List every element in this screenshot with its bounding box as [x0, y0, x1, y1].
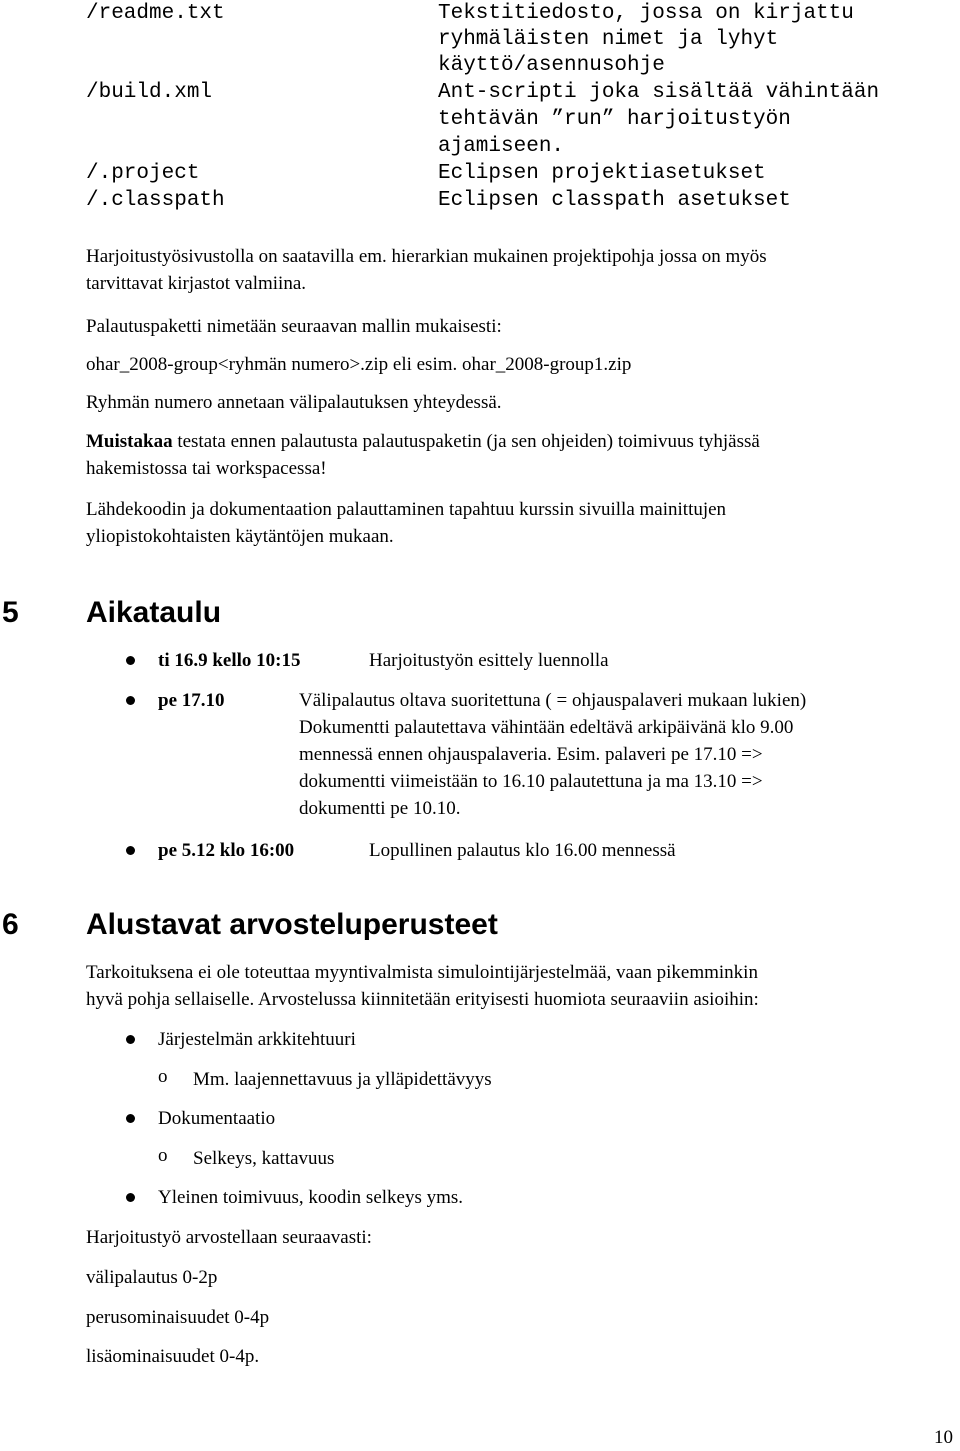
file-desc: Ant-scripti joka sisältää vähintään [438, 81, 880, 104]
paragraph [86, 428, 760, 455]
schedule-desc: dokumentti viimeistään to 16.10 palautettuna ja ma 13.10 => [299, 771, 763, 792]
paragraph: Ryhmän numero annetaan välipalautuksen yhteydessä. [86, 392, 502, 413]
file-desc: tehtävän ”run” harjoitustyön [438, 108, 791, 131]
grading-item: välipalautus 0-2p [86, 1267, 218, 1288]
emphasis: Muistakaa [86, 431, 173, 452]
bullet-icon [126, 1114, 135, 1123]
section-title: Alustavat arvosteluperusteet [86, 908, 498, 941]
grading-item: perusominaisuudet 0-4p [86, 1307, 270, 1328]
schedule-desc: Harjoitustyön esittely luennolla [369, 650, 609, 671]
paragraph: ohar_2008-group<ryhmän numero>.zip eli esim. ohar_2008-group1.zip [86, 354, 632, 375]
schedule-desc: mennessä ennen ohjauspalaveria. Esim. palaveri pe 17.10 => [299, 744, 763, 765]
section-number: 5 [2, 596, 19, 629]
file-name: /.project [86, 162, 200, 185]
criteria-item: Järjestelmän arkkitehtuuri [158, 1029, 356, 1050]
grading-item: lisäominaisuudet 0-4p. [86, 1346, 260, 1367]
file-desc: Eclipsen classpath asetukset [438, 189, 791, 212]
criteria-subitem: Mm. laajennettavuus ja ylläpidettävyys [193, 1069, 492, 1090]
bullet-icon [126, 846, 135, 855]
paragraph: yliopistokohtaisten käytäntöjen mukaan. [86, 526, 394, 547]
schedule-desc: Välipalautus oltava suoritettuna ( = ohjauspalaveri mukaan lukien) [299, 690, 807, 711]
bullet-icon [126, 696, 135, 705]
file-desc: Eclipsen projektiasetukset [438, 162, 766, 185]
paragraph: Palautuspaketti nimetään seuraavan mallin mukaisesti: [86, 316, 502, 337]
paragraph: Lähdekoodin ja dokumentaation palauttaminen tapahtuu kurssin sivuilla mainittujen [86, 499, 727, 520]
file-desc: käyttö/asennusohje [438, 54, 665, 77]
criteria-subitem: Selkeys, kattavuus [193, 1148, 335, 1169]
paragraph-text: testata ennen palautusta palautuspaketin (ja sen ohjeiden) toimivuus tyhjässä [172, 431, 760, 452]
sub-bullet-icon: o [158, 1066, 168, 1087]
schedule-date: ti 16.9 kello 10:15 [158, 650, 301, 671]
criteria-item: Yleinen toimivuus, koodin selkeys yms. [158, 1187, 464, 1208]
paragraph: hakemistossa tai workspacessa! [86, 458, 327, 479]
file-desc: Tekstitiedosto, jossa on kirjattu [438, 2, 854, 25]
schedule-desc: Dokumentti palautettava vähintään edeltävä arkipäivänä klo 9.00 [299, 717, 794, 738]
page-number: 10 [934, 1427, 953, 1448]
file-name: /build.xml [86, 81, 213, 104]
sub-bullet-icon: o [158, 1145, 168, 1166]
file-desc: ryhmäläisten nimet ja lyhyt [438, 28, 779, 51]
criteria-item: Dokumentaatio [158, 1108, 276, 1129]
bullet-icon [126, 1035, 135, 1044]
section-title: Aikataulu [86, 596, 222, 629]
schedule-desc: Lopullinen palautus klo 16.00 mennessä [369, 840, 676, 861]
file-name: /.classpath [86, 189, 225, 212]
schedule-desc: dokumentti pe 10.10. [299, 798, 461, 819]
paragraph: Harjoitustyösivustolla on saatavilla em. hierarkian mukainen projektipohja jossa on myös [86, 246, 767, 267]
file-desc: ajamiseen. [438, 135, 565, 158]
file-name: /readme.txt [86, 2, 225, 25]
section-number: 6 [2, 908, 19, 941]
paragraph: hyvä pohja sellaiselle. Arvostelussa kiinnitetään erityisesti huomiota seuraaviin asioihin: [86, 989, 759, 1010]
paragraph: Harjoitustyö arvostellaan seuraavasti: [86, 1227, 372, 1248]
paragraph: tarvittavat kirjastot valmiina. [86, 273, 307, 294]
schedule-date: pe 5.12 klo 16:00 [158, 840, 295, 861]
bullet-icon [126, 656, 135, 665]
paragraph: Tarkoituksena ei ole toteuttaa myyntivalmista simulointijärjestelmää, vaan pikemminkin [86, 962, 758, 983]
bullet-icon [126, 1193, 135, 1202]
schedule-date: pe 17.10 [158, 690, 225, 711]
